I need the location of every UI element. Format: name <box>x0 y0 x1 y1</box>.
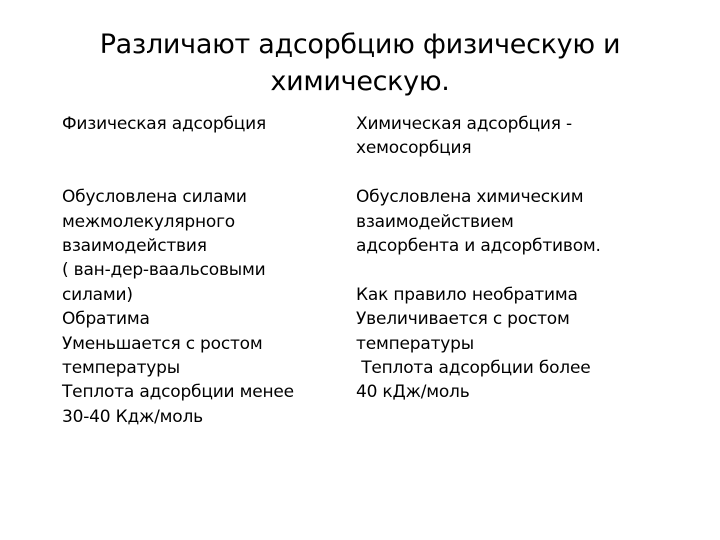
chemical-heading-line-2: хемосорбция <box>356 138 472 159</box>
chemical-text-line: Обусловлена химическим <box>356 187 584 208</box>
physical-text-line: силами) <box>62 284 133 305</box>
chemical-text-line: Увеличивается с ростом <box>356 309 570 330</box>
spacer <box>62 161 347 185</box>
physical-text-line: межмолекулярного <box>62 211 236 232</box>
physical-adsorption-column <box>62 112 347 429</box>
chemical-text-line: Как правило необратима <box>356 284 578 305</box>
chemical-text-line: взаимодействием <box>356 211 514 232</box>
title-line-1: Различают адсорбцию физическую и <box>99 29 621 60</box>
spacer <box>62 136 347 160</box>
slide-title <box>0 26 720 100</box>
spacer <box>356 161 656 185</box>
title-line-2: химическую. <box>270 66 450 97</box>
physical-text-line: взаимодействия <box>62 236 207 256</box>
chemical-text-line: температуры <box>356 333 474 354</box>
physical-text-line: Уменьшается с ростом <box>62 333 263 354</box>
chemical-heading-line-1: Химическая адсорбция - <box>356 114 572 134</box>
physical-text-line: ( ван-дер-ваальсовыми <box>62 260 266 281</box>
chemical-adsorption-column <box>356 112 656 405</box>
chemical-text-line: Теплота адсорбции более <box>356 358 591 379</box>
physical-text-line: Обратима <box>62 309 150 330</box>
physical-heading: Физическая адсорбция <box>62 114 266 134</box>
chemical-text-line: адсорбента и адсорбтивом. <box>356 236 601 257</box>
physical-text-line: Теплота адсорбции менее <box>62 382 294 403</box>
physical-text-line: Обусловлена силами <box>62 187 247 208</box>
physical-text-line: 30-40 Кдж/моль <box>62 406 203 427</box>
physical-text-line: температуры <box>62 358 180 379</box>
chemical-text-line: 40 кДж/моль <box>356 382 470 403</box>
chemical-text-line <box>356 258 656 282</box>
